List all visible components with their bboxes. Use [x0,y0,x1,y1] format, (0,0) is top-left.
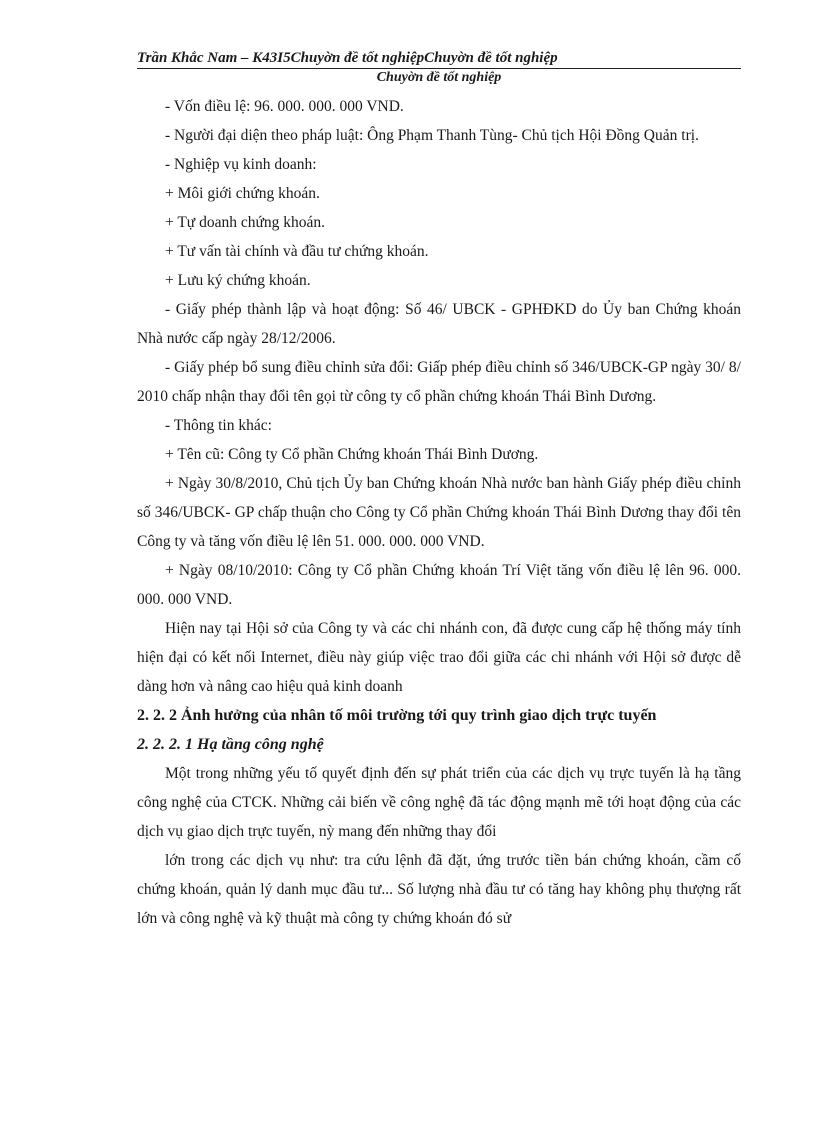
list-item: + Ngày 30/8/2010, Chủ tịch Ủy ban Chứng khoán Nhà nước ban hành Giấy phép điều chỉnh số 346/UBCK- GP chấp thuận cho Công ty Cổ phần Chứng khoán Thái Bình Dương thay đổi tên Công ty và tăng vốn điều lệ lên 51. 000. 000. 000 VND. [137,475,741,550]
page-header [137,48,741,87]
list-item: + Tên cũ: Công ty Cổ phần Chứng khoán Thái Bình Dương. [165,446,539,463]
paragraph: - Giấy phép thành lập và hoạt động: Số 46/ UBCK - GPHĐKD do Ủy ban Chứng khoán Nhà nước cấp ngày 28/12/2006. [137,301,741,347]
list-item: + Lưu ký chứng khoán. [165,272,311,289]
paragraph: Hiện nay tại Hội sở của Công ty và các chi nhánh con, đã được cung cấp hệ thống máy tính hiện đại có kết nối Internet, điều này giúp việc trao đổi giữa các chi nhánh với Hội sở được dễ dàng hơn và nâng cao hiệu quả kinh doanh [137,620,741,695]
subsection-heading: 2. 2. 2. 1 Hạ tầng công nghệ [137,736,324,753]
paragraph: - Thông tin khác: [165,417,272,434]
list-item: + Ngày 08/10/2010: Công ty Cổ phần Chứng khoán Trí Việt tăng vốn điều lệ lên 96. 000. 000. 000 VND. [137,562,741,608]
paragraph: - Nghiệp vụ kinh doanh: [165,156,317,173]
paragraph: - Giấy phép bổ sung điều chỉnh sửa đổi: Giấp phép điều chỉnh số 346/UBCK-GP ngày 30/ 8/ 2010 chấp nhận thay đổi tên gọi từ công ty cổ phần chứng khoán Thái Bình Dương. [137,359,741,405]
section-heading: 2. 2. 2 Ảnh hưởng của nhân tố môi trường tới quy trình giao dịch trực tuyến [137,707,657,724]
paragraph: lớn trong các dịch vụ như: tra cứu lệnh đã đặt, ứng trước tiền bán chứng khoán, cầm cố chứng khoán, quản lý danh mục đầu tư... Số lượng nhà đầu tư có tăng hay không phụ thượng rất lớn và công nghệ và kỹ thuật mà công ty chứng khoán đó sử [137,852,741,927]
paragraph: Một trong những yếu tố quyết định đến sự phát triển của các dịch vụ trực tuyến là hạ tầng công nghệ của CTCK. Những cải biến về công nghệ đã tác động mạnh mẽ tới hoạt động của các dịch vụ giao dịch trực tuyến, nỳ mang đến những thay đổi [137,765,741,840]
header-title: Trần Khắc Nam – K43I5Chuyờn đề tốt nghiệpChuyờn đề tốt nghiệp [137,50,558,66]
paragraph: - Người đại diện theo pháp luật: Ông Phạm Thanh Tùng- Chủ tịch Hội Đồng Quản trị. [165,127,699,144]
paragraph: - Vốn điều lệ: 96. 000. 000. 000 VND. [165,98,404,115]
document-body [137,92,741,933]
list-item: + Tư vấn tài chính và đầu tư chứng khoán. [165,243,429,260]
list-item: + Tự doanh chứng khoán. [165,214,325,231]
list-item: + Môi giới chứng khoán. [165,185,320,202]
header-subtitle: Chuyờn đề tốt nghiệp [376,70,502,85]
